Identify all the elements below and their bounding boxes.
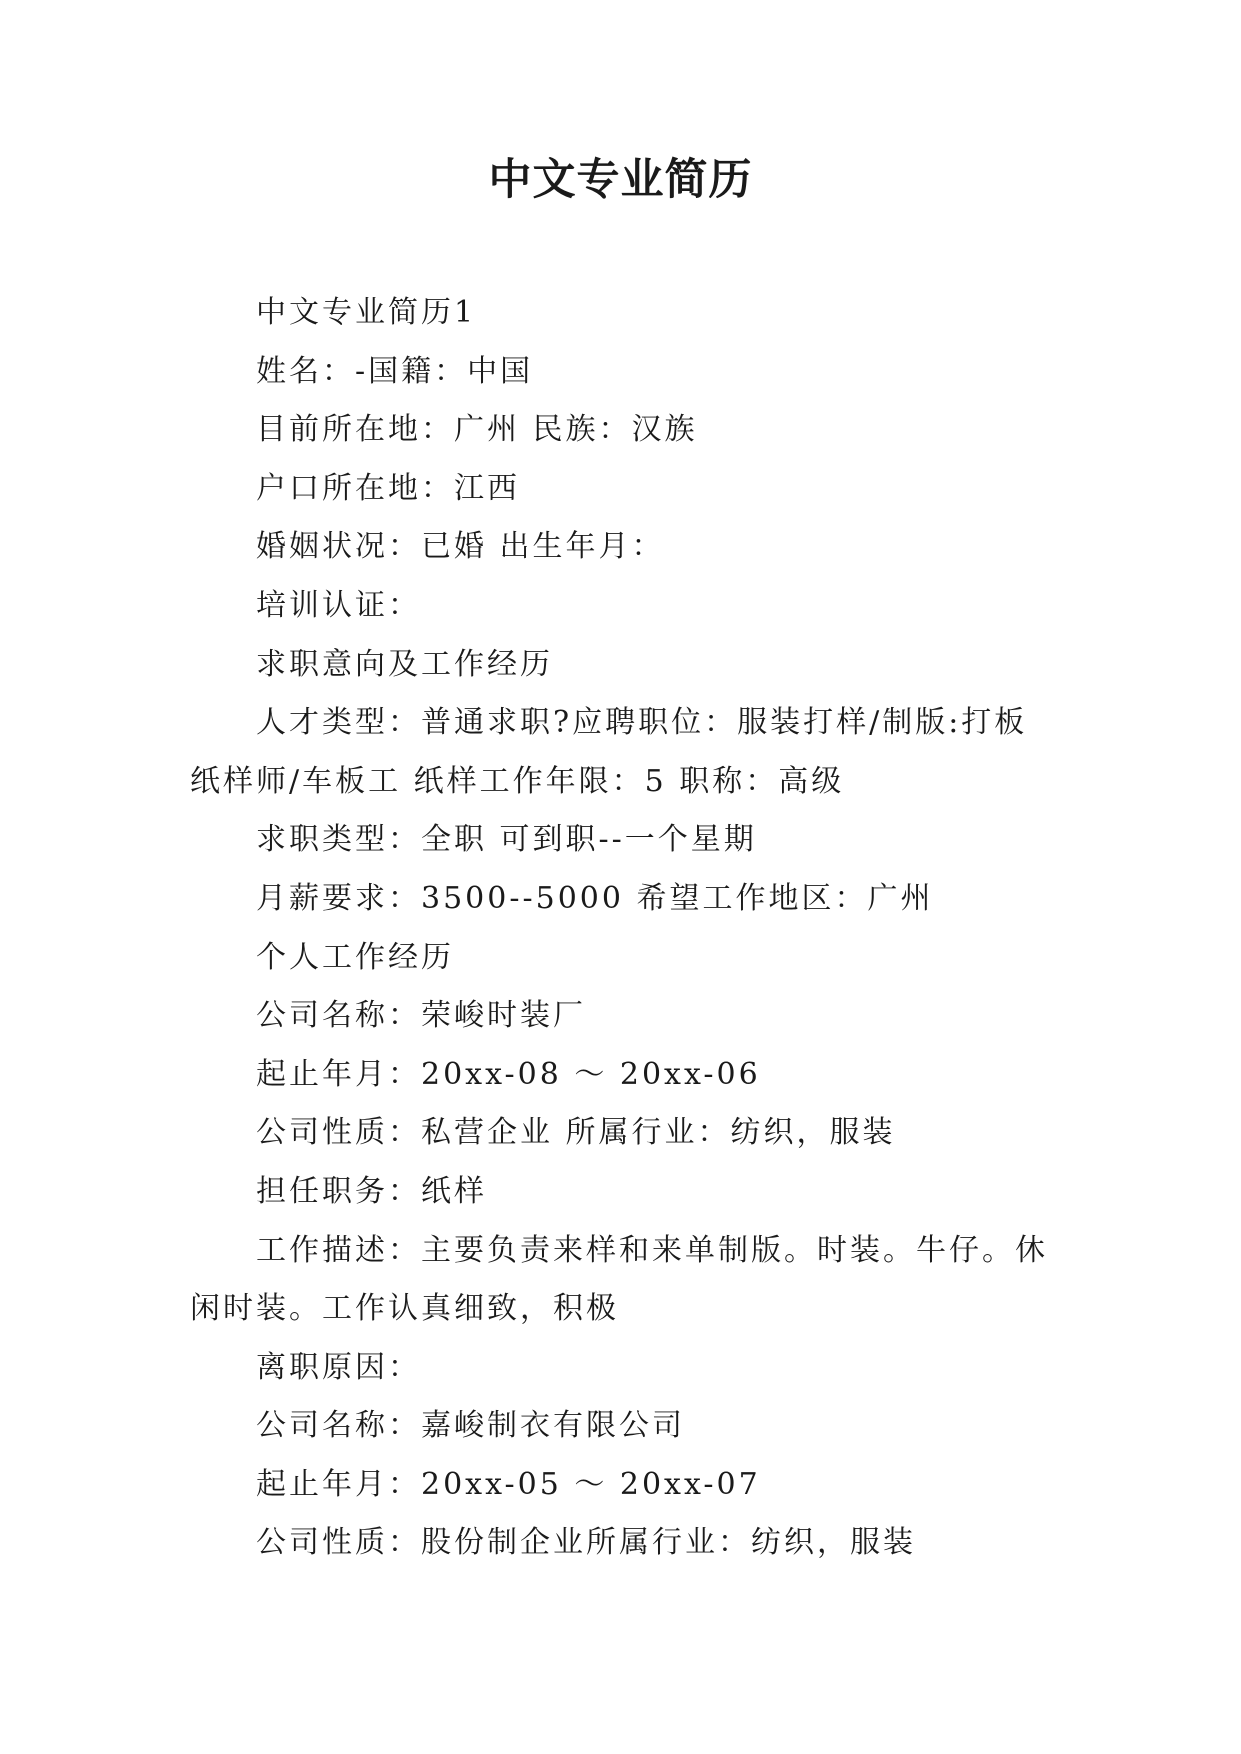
- household-registration-line: 户口所在地：江西: [256, 470, 520, 506]
- name-nationality-line: 姓名：-国籍：中国: [256, 353, 534, 389]
- salary-line: 月薪要求：3500--5000 希望工作地区：广州: [256, 880, 934, 916]
- position-line: 担任职务：纸样: [256, 1173, 487, 1209]
- company-name-line: 公司名称：荣峻时装厂: [256, 998, 586, 1034]
- location-ethnicity-line: 目前所在地：广州 民族：汉族: [256, 412, 698, 448]
- job-type-line: 求职类型：全职 可到职--一个星期: [256, 822, 757, 858]
- document-body: [190, 284, 1054, 1573]
- employment-period-line: 起止年月：20xx-08 ～ 20xx-06: [256, 1056, 761, 1092]
- company-type-line: 公司性质：股份制企业所属行业：纺织，服装: [256, 1525, 916, 1561]
- job-description-line: 工作描述：主要负责来样和来单制版。时装。牛仔。休闲时装。工作认真细致，积极: [190, 1232, 1048, 1327]
- certification-line: 培训认证：: [256, 587, 421, 623]
- resume-heading: 中文专业简历1: [256, 295, 477, 330]
- section-heading-work-history: 个人工作经历: [256, 939, 454, 975]
- document-title: 中文专业简历: [488, 155, 753, 205]
- company-type-line: 公司性质：私营企业 所属行业：纺织，服装: [256, 1115, 896, 1151]
- company-name-line: 公司名称：嘉峻制衣有限公司: [256, 1408, 685, 1444]
- section-heading-job-intent: 求职意向及工作经历: [256, 646, 553, 682]
- talent-type-line: 人才类型：普通求职?应聘职位：服装打样/制版:打板纸样师/车板工 纸样工作年限：5 职称：高级: [190, 705, 1028, 799]
- marital-birth-line: 婚姻状况：已婚 出生年月：: [256, 529, 665, 565]
- employment-period-line: 起止年月：20xx-05 ～ 20xx-07: [256, 1466, 761, 1502]
- leaving-reason-line: 离职原因：: [256, 1349, 421, 1385]
